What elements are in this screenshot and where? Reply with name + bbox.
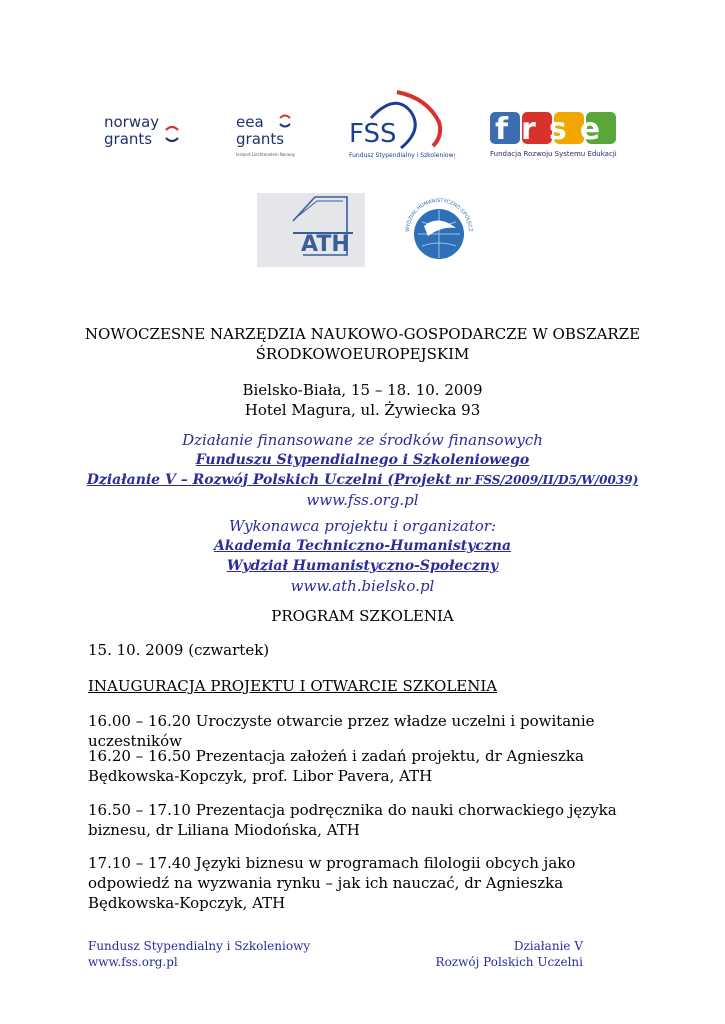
event-date: Bielsko-Biała, 15 – 18. 10. 2009 (242, 381, 483, 399)
program-item-2: 16.20 – 16.50 Prezentacja założeń i zadań projektu, dr Agnieszka Będkowska-Kopczyk, prof. Libor Pavera, ATH (88, 747, 584, 785)
footer-right (436, 938, 583, 970)
footer-action: Działanie V (513, 939, 583, 953)
norway-grants-logo (104, 112, 184, 152)
eea-grants-logo (236, 110, 316, 160)
program-date: 15. 10. 2009 (czwartek) (88, 641, 270, 659)
eea-grants-text: grants (236, 130, 285, 148)
footer-left (88, 938, 310, 970)
footer-fund-url[interactable]: www.fss.org.pl (88, 955, 178, 969)
organizer-line-3: Wydział Humanistyczno-Społeczny (226, 558, 499, 574)
frse-logo (490, 110, 625, 160)
grants-text: grants (104, 130, 153, 148)
whs-ring-text: WYDZIAŁ HUMANISTYCZNO-SPOŁECZ (404, 197, 474, 233)
frse-text: frse (495, 112, 614, 147)
program-section-heading: INAUGURACJA PROJEKTU I OTWARCIE SZKOLENIA (88, 677, 498, 695)
norway-text: norway (104, 113, 160, 131)
eea-caption: Iceland Liechtenstein Norway (236, 152, 296, 157)
document-title (0, 324, 725, 364)
program-item-3: 16.50 – 17.10 Prezentacja podręcznika do nauki chorwackiego języka biznesu, dr Liliana Miodońska, ATH (88, 801, 617, 839)
footer-action-name: Rozwój Polskich Uczelni (435, 955, 583, 969)
organizer-block (0, 516, 725, 596)
program-item-4: 17.10 – 17.40 Języki biznesu w programach filologii obcych jako odpowiedź na wyzwania rynku – jak ich nauczać, dr Agnieszka Będkowska-Kopczyk, ATH (88, 854, 576, 912)
ath-text: ATH (301, 232, 350, 257)
funding-line-1: Działanie finansowane ze środków finansowych (182, 431, 543, 449)
whs-logo (400, 194, 478, 270)
program-heading: PROGRAM SZKOLENIA (271, 607, 454, 625)
footer-fund-name: Fundusz Stypendialny i Szkoleniowy (88, 939, 311, 953)
funding-line-2: Funduszu Stypendialnego i Szkoleniowego (195, 452, 530, 468)
event-venue: Hotel Magura, ul. Żywiecka 93 (244, 401, 481, 419)
funding-url[interactable]: www.fss.org.pl (306, 491, 419, 509)
fss-caption: Fundusz Stypendialny i Szkoleniowy (349, 152, 455, 159)
funding-project-number: nr FSS/2009/II/D5/W/0039) (451, 473, 639, 487)
eea-text: eea (236, 113, 264, 131)
ath-logo (257, 193, 365, 267)
organizer-url[interactable]: www.ath.bielsko.pl (290, 577, 435, 595)
funding-line-3 (0, 470, 725, 490)
title-line-2: ŚRODKOWOEUROPEJSKIM (255, 345, 470, 363)
organizer-line-2: Akademia Techniczno-Humanistyczna (213, 538, 512, 554)
funding-block (0, 430, 725, 510)
frse-caption: Fundacja Rozwoju Systemu Edukacji (490, 150, 617, 158)
organizer-line-1: Wykonawca projektu i organizator: (228, 517, 496, 535)
fss-text: FSS (349, 119, 397, 149)
funding-action: Działanie V – Rozwój Polskich Uczelni (Projekt (86, 472, 452, 488)
fss-logo (345, 88, 455, 160)
program-item-1: 16.00 – 16.20 Uroczyste otwarcie przez władze uczelni i powitanie uczestników (88, 712, 595, 750)
title-line-1: NOWOCZESNE NARZĘDZIA NAUKOWO-GOSPODARCZE W OBSZARZE (84, 325, 641, 343)
event-place (0, 380, 725, 420)
